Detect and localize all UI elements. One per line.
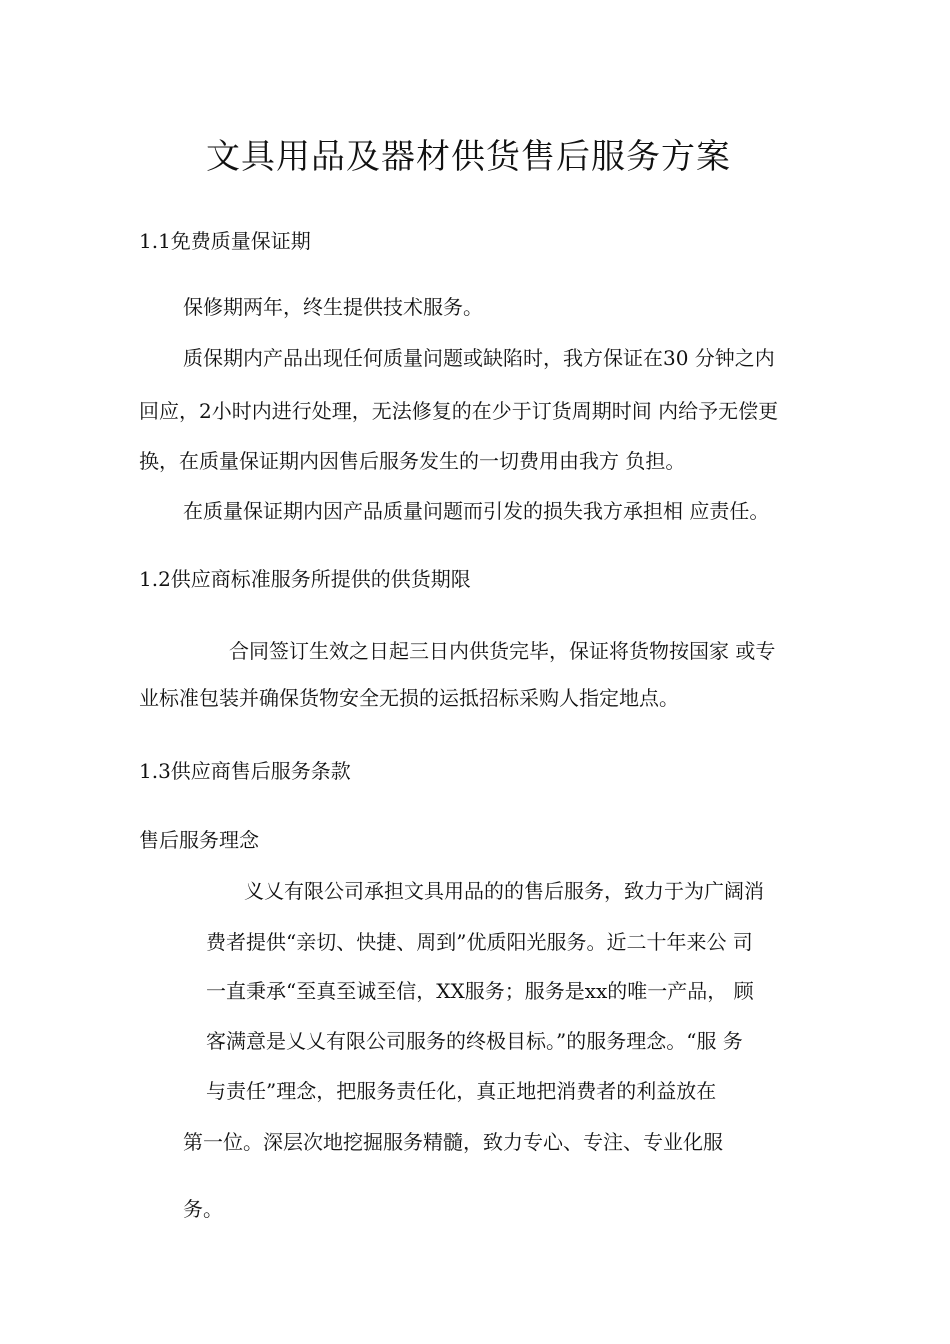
paragraph-line: 质保期内产品出现任何质量问题或缺陷时，我方保证在30 分钟之内 xyxy=(183,346,775,370)
paragraph-line: 与责任”理念，把服务责任化，真正地把消费者的利益放在 xyxy=(206,1079,717,1103)
paragraph-line: 合同签订生效之日起三日内供货完毕，保证将货物按国家 或专 xyxy=(229,639,776,663)
paragraph-line: 业标准包装并确保货物安全无损的运抵招标采购人指定地点。 xyxy=(139,686,679,710)
section-heading-1-2: 1.2供应商标准服务所提供的供货期限 xyxy=(139,567,471,591)
paragraph-line: 第一位。深层次地挖掘服务精髓，致力专心、专注、专业化服 xyxy=(183,1130,723,1154)
paragraph-line: 回应，2小时内进行处理，无法修复的在少于订货周期时间 内给予无偿更 xyxy=(139,399,779,423)
paragraph-line: 义乂有限公司承担文具用品的的售后服务，致力于为广阔消 xyxy=(244,879,764,903)
paragraph-line: 费者提供“亲切、快捷、周到”优质阳光服务。近二十年来公 司 xyxy=(206,930,753,954)
paragraph-liability: 在质量保证期内因产品质量问题而引发的损失我方承担相 应责任。 xyxy=(183,499,770,523)
paragraph-line: 务。 xyxy=(183,1197,223,1221)
subheading-service-philosophy: 售后服务理念 xyxy=(139,828,259,852)
paragraph-line: 一直秉承“至真至诚至信，XX服务；服务是xx的唯一产品， 顾 xyxy=(206,979,754,1003)
paragraph-line: 客满意是乂乂有限公司服务的终极目标。”的服务理念。“服 务 xyxy=(206,1029,743,1053)
paragraph-warranty-period: 保修期两年，终生提供技术服务。 xyxy=(183,295,483,319)
section-heading-1-1: 1.1免费质量保证期 xyxy=(139,229,311,253)
paragraph-line: 换，在质量保证期内因售后服务发生的一切费用由我方 负担。 xyxy=(139,449,686,473)
section-heading-1-3: 1.3供应商售后服务条款 xyxy=(139,759,351,783)
page-title: 文具用品及器材供货售后服务方案 xyxy=(206,137,731,177)
